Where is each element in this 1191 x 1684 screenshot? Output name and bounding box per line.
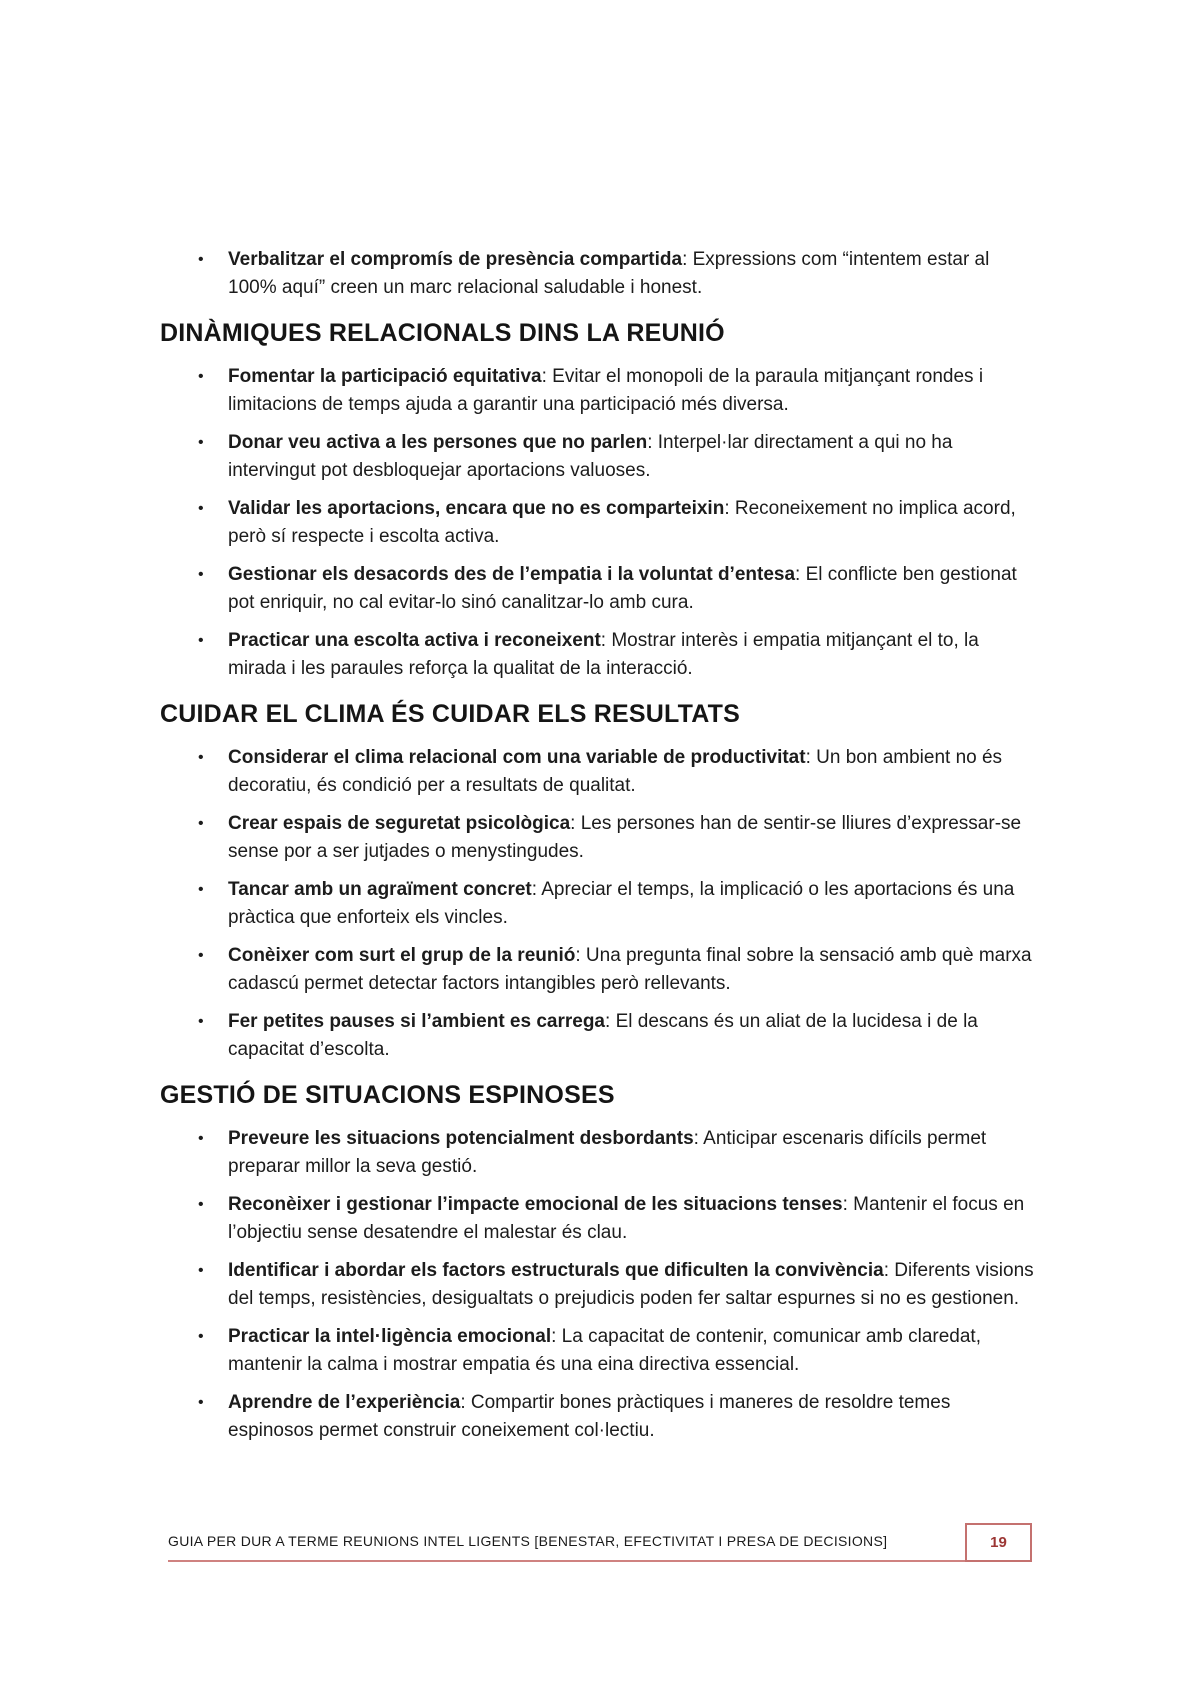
bullet-desc: : Interpel·lar directament a qui no ha intervingut pot desbloquejar aportacions valuoses. <box>228 432 953 481</box>
bullet-desc: : El descans és un aliat de la lucidesa i de la capacitat d’escolta. <box>228 1011 978 1060</box>
bullet-icon: • <box>198 368 204 385</box>
bullet-term: Reconèixer i gestionar l’impacte emocional de les situacions tenses <box>228 1194 843 1215</box>
page-footer <box>168 1523 1032 1562</box>
bullet-term: Considerar el clima relacional com una variable de productivitat <box>228 747 806 768</box>
list-item <box>160 363 1036 418</box>
bullet-desc: : Evitar el monopoli de la paraula mitjançant rondes i limitacions de temps ajuda a garantir una participació més diversa. <box>228 366 984 415</box>
bullet-desc: : Compartir bones pràctiques i maneres de resoldre temes espinosos permet construir coneixement col·lectiu. <box>228 1392 951 1441</box>
bullet-term: Verbalitzar el compromís de presència compartida <box>228 249 683 270</box>
list-item <box>160 1008 1036 1063</box>
bullet-desc: : El conflicte ben gestionat pot enriquir, no cal evitar-lo sinó canalitzar-lo amb cura. <box>228 564 1017 613</box>
list-item <box>160 495 1036 550</box>
bullet-text <box>228 1125 1036 1180</box>
bullet-desc: : Diferents visions del temps, resistències, desigualtats o prejudicis poden fer saltar espurnes si no es gestionen. <box>228 1260 1034 1309</box>
bullet-desc: : Expressions com “intentem estar al 100% aquí” creen un marc relacional saludable i honest. <box>228 249 990 298</box>
bullet-term: Practicar una escolta activa i reconeixent <box>228 630 601 651</box>
bullet-icon: • <box>198 251 204 268</box>
bullet-term: Aprendre de l’experiència <box>228 1392 461 1413</box>
bullet-icon: • <box>198 566 204 583</box>
bullet-icon: • <box>198 500 204 517</box>
bullet-term: Crear espais de seguretat psicològica <box>228 813 571 834</box>
bullet-desc: : Les persones han de sentir-se lliures d’expressar-se sense por a ser jutjades o menystingudes. <box>228 813 1022 862</box>
bullet-icon: • <box>198 881 204 898</box>
list-item <box>160 1191 1036 1246</box>
bullet-term: Validar les aportacions, encara que no es comparteixin <box>228 498 725 519</box>
bullet-icon: • <box>198 1262 204 1279</box>
bullet-icon: • <box>198 1196 204 1213</box>
bullet-text <box>228 876 1036 931</box>
bullet-icon: • <box>198 1328 204 1345</box>
list-item <box>160 810 1036 865</box>
bullet-desc: : Apreciar el temps, la implicació o les aportacions és una pràctica que enforteix els vincles. <box>228 879 1015 928</box>
bullet-desc: : Mantenir el focus en l’objectiu sense desatendre el malestar és clau. <box>228 1194 1025 1243</box>
section-heading-cuidar-el-clima: CUIDAR EL CLIMA ÉS CUIDAR ELS RESULTATS <box>160 700 741 728</box>
list-item <box>160 627 1036 682</box>
bullet-desc: : La capacitat de contenir, comunicar amb claredat, mantenir la calma i mostrar empatia és una eina directiva essencial. <box>228 1326 981 1375</box>
bullet-icon: • <box>198 1394 204 1411</box>
bullet-icon: • <box>198 815 204 832</box>
bullet-term: Fer petites pauses si l’ambient es carrega <box>228 1011 606 1032</box>
bullet-text <box>228 942 1036 997</box>
bullet-icon: • <box>198 632 204 649</box>
page-content <box>160 246 1036 1455</box>
bullet-text <box>228 810 1036 865</box>
list-item <box>160 876 1036 931</box>
bullet-desc: : Mostrar interès i empatia mitjançant el to, la mirada i les paraules reforça la qualitat de la interacció. <box>228 630 979 679</box>
list-item <box>160 1125 1036 1180</box>
bullet-icon: • <box>198 947 204 964</box>
bullet-term: Conèixer com surt el grup de la reunió <box>228 945 576 966</box>
list-item <box>160 246 1036 301</box>
bullet-text <box>228 363 1036 418</box>
bullet-text <box>228 1257 1036 1312</box>
bullet-term: Donar veu activa a les persones que no parlen <box>228 432 648 453</box>
section-heading-dinamiques-relacionals: DINÀMIQUES RELACIONALS DINS LA REUNIÓ <box>160 319 725 347</box>
bullet-term: Identificar i abordar els factors estructurals que dificulten la convivència <box>228 1260 884 1281</box>
bullet-text <box>228 744 1036 799</box>
bullet-desc: : Un bon ambient no és decoratiu, és condició per a resultats de qualitat. <box>228 747 1003 796</box>
footer-title <box>168 1523 965 1562</box>
bullet-icon: • <box>198 1013 204 1030</box>
list-item <box>160 561 1036 616</box>
bullet-text <box>228 627 1036 682</box>
bullet-icon: • <box>198 749 204 766</box>
bullet-text <box>228 495 1036 550</box>
bullet-text <box>228 1008 1036 1063</box>
bullet-text <box>228 429 1036 484</box>
bullet-icon: • <box>198 1130 204 1147</box>
bullet-desc: : Una pregunta final sobre la sensació amb què marxa cadascú permet detectar factors intangibles però rellevants. <box>228 945 1032 994</box>
bullet-text <box>228 561 1036 616</box>
bullet-text <box>228 246 1036 301</box>
list-item <box>160 942 1036 997</box>
list-item <box>160 744 1036 799</box>
bullet-desc: : Reconeixement no implica acord, però sí respecte i escolta activa. <box>228 498 1016 547</box>
bullet-desc: : Anticipar escenaris difícils permet preparar millor la seva gestió. <box>228 1128 987 1177</box>
bullet-term: Practicar la intel·ligència emocional <box>228 1326 552 1347</box>
page-number: 19 <box>990 1534 1007 1551</box>
bullet-term: Tancar amb un agraïment concret <box>228 879 532 900</box>
list-item <box>160 1257 1036 1312</box>
bullet-term: Preveure les situacions potencialment desbordants <box>228 1128 694 1149</box>
bullet-icon: • <box>198 434 204 451</box>
bullet-text <box>228 1389 1036 1444</box>
section-heading-gestio-situacions-espinoses: GESTIÓ DE SITUACIONS ESPINOSES <box>160 1081 615 1109</box>
page-number-box <box>965 1523 1032 1562</box>
footer-title-text: GUIA PER DUR A TERME REUNIONS INTEL LIGENTS [BENESTAR, EFECTIVITAT I PRESA DE DECISIONS] <box>168 1532 888 1549</box>
bullet-term: Gestionar els desacords des de l’empatia i la voluntat d’entesa <box>228 564 796 585</box>
bullet-term: Fomentar la participació equitativa <box>228 366 542 387</box>
list-item <box>160 1323 1036 1378</box>
bullet-text <box>228 1191 1036 1246</box>
list-item <box>160 1389 1036 1444</box>
bullet-text <box>228 1323 1036 1378</box>
list-item <box>160 429 1036 484</box>
